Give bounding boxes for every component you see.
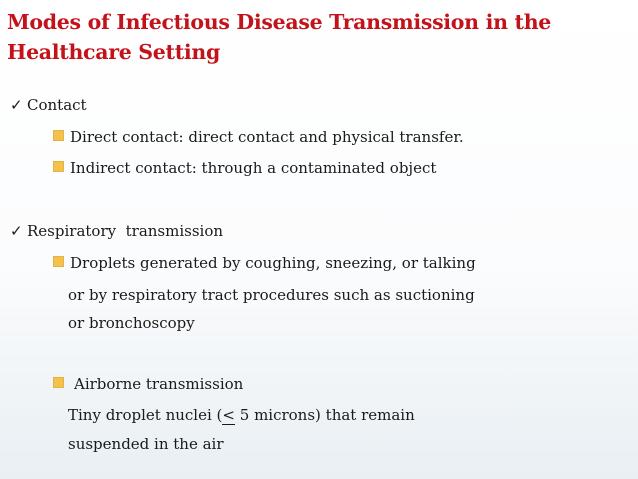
airborne-description-line-2: suspended in the air <box>68 435 224 453</box>
square-bullet-icon <box>53 377 64 388</box>
less-than-or-equal-symbol: < <box>222 406 235 424</box>
airborne-description-prefix: Tiny droplet nuclei ( <box>68 406 223 424</box>
sub-bullet-direct-contact <box>53 127 464 147</box>
sub-bullet-droplets <box>53 253 476 273</box>
check-icon: ✓ <box>10 96 23 114</box>
slide-title-line-1: Modes of Infectious Disease Transmission in the <box>7 10 552 34</box>
bullet-contact-label: Contact <box>27 96 87 114</box>
sub-bullet-indirect-contact <box>53 158 436 178</box>
slide-title <box>7 7 617 67</box>
airborne-description-suffix: 5 microns) that remain <box>234 406 415 424</box>
sub-bullet-direct-contact-label: Direct contact: direct contact and physical transfer. <box>70 128 464 146</box>
sub-bullet-droplets-line-1: Droplets generated by coughing, sneezing, or talking <box>70 254 476 272</box>
square-bullet-icon <box>53 130 64 141</box>
bullet-contact <box>10 95 87 115</box>
square-bullet-icon <box>53 161 64 172</box>
sub-bullet-droplets-line-2: or by respiratory tract procedures such as suctioning <box>68 286 475 304</box>
sub-bullet-indirect-contact-label: Indirect contact: through a contaminated object <box>70 159 437 177</box>
sub-bullet-droplets-line-3: or bronchoscopy <box>68 314 195 332</box>
sub-bullet-airborne <box>53 374 243 394</box>
bullet-respiratory <box>10 221 223 241</box>
check-icon: ✓ <box>10 222 23 240</box>
bullet-respiratory-label: Respiratory transmission <box>27 222 224 240</box>
sub-bullet-airborne-label: Airborne transmission <box>74 375 244 393</box>
airborne-description-line-1 <box>68 405 415 425</box>
slide-title-line-2: Healthcare Setting <box>7 40 221 64</box>
square-bullet-icon <box>53 256 64 267</box>
